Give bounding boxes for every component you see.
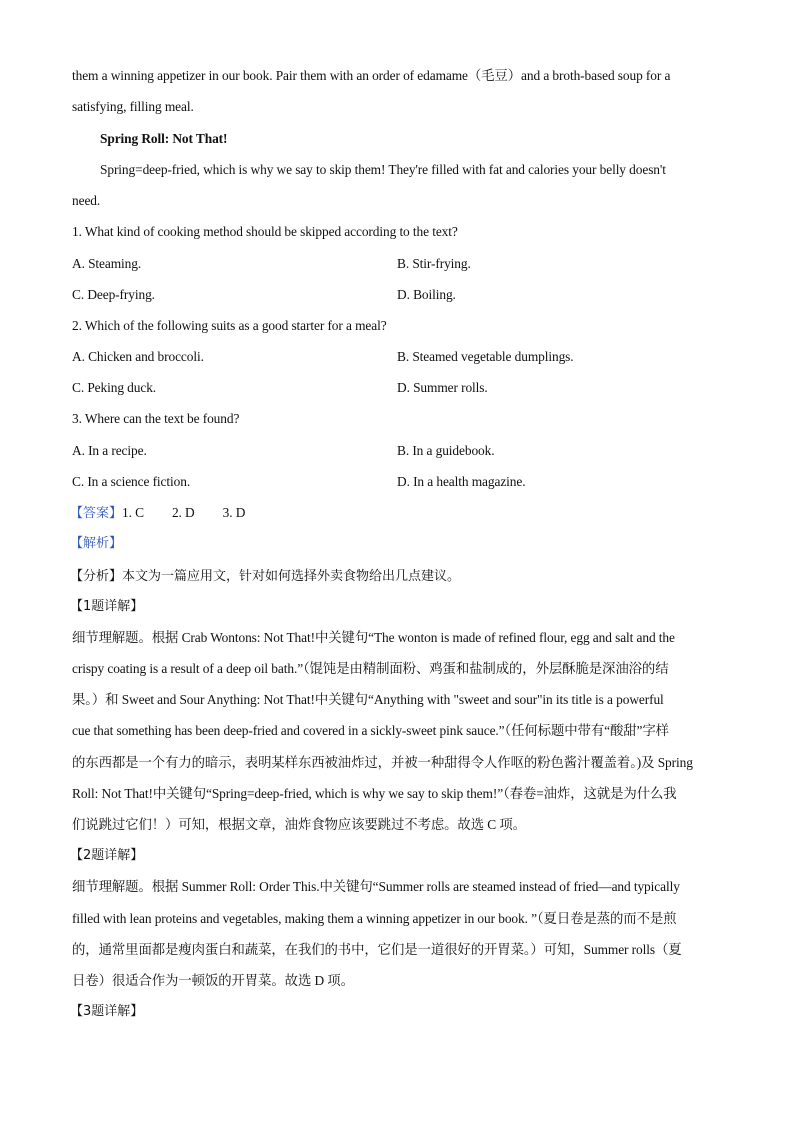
answer-item: 2. D [171, 505, 195, 520]
option-b: B. Steamed vegetable dumplings. [397, 349, 574, 364]
passage-line: them a winning appetizer in our book. Pair them with an order of edamame（毛豆）and a broth-based soup for a [72, 68, 671, 83]
summary-label: 【分析】 [70, 569, 123, 584]
summary-line [70, 567, 460, 586]
summary-text: 本文为一篇应用文，针对如何选择外卖食物给出几点建议。 [122, 569, 461, 584]
answer-label: 【答案】 [70, 506, 123, 521]
option-c: C. Deep-frying. [72, 287, 155, 302]
option-a: A. Steaming. [72, 256, 142, 271]
option-b: B. Stir-frying. [397, 256, 471, 271]
question-stem: 2. Which of the following suits as a good starter for a meal? [72, 318, 387, 333]
answer-item: 1. C [122, 505, 144, 520]
answer-line [70, 504, 273, 523]
question-stem: 3. Where can the text be found? [72, 411, 240, 426]
option-b: B. In a guidebook. [397, 443, 495, 458]
option-a: A. Chicken and broccoli. [72, 349, 204, 364]
q1-detail-line: 细节理解题。根据 Crab Wontons: Not That!中关键句“The wonton is made of refined flour, egg and salt and the [72, 630, 675, 645]
section-heading: Spring Roll: Not That! [100, 131, 228, 146]
option-d: D. In a health magazine. [397, 474, 526, 489]
q2-detail-line: 细节理解题。根据 Summer Roll: Order This.中关键句“Summer rolls are steamed instead of fried—and typically [72, 879, 680, 894]
option-a: A. In a recipe. [72, 443, 147, 458]
passage-line: need. [72, 193, 101, 208]
q2-detail-line: 日卷）很适合作为一顿饭的开胃菜。故选 D 项。 [72, 973, 354, 988]
option-c: C. In a science fiction. [72, 474, 191, 489]
analysis-label: 【解析】 [70, 536, 123, 551]
question-stem: 1. What kind of cooking method should be skipped according to the text? [72, 224, 458, 239]
q1-detail-label: 【1题详解】 [70, 599, 144, 614]
q1-detail-line: 们说跳过它们！）可知，根据文章，油炸食物应该要跳过不考虑。故选 C 项。 [72, 817, 526, 832]
option-d: D. Boiling. [397, 287, 456, 302]
q1-detail-line: crispy coating is a result of a deep oil bath.”（馄饨是由精制面粉、鸡蛋和盐制成的，外层酥脆是深油浴的结 [72, 661, 669, 676]
q1-detail-line: cue that something has been deep-fried and covered in a sickly-sweet pink sauce.”（任何标题中带有“酸甜”字样 [72, 723, 669, 738]
passage-line: Spring=deep-fried, which is why we say to skip them! They're filled with fat and calories your belly doesn't [100, 162, 666, 177]
q3-detail-label: 【3题详解】 [70, 1004, 144, 1019]
q2-detail-label: 【2题详解】 [70, 848, 144, 863]
passage-line: satisfying, filling meal. [72, 99, 194, 114]
q2-detail-line: 的，通常里面都是瘦肉蛋白和蔬菜，在我们的书中，它们是一道很好的开胃菜。）可知，Summer rolls（夏 [72, 942, 682, 957]
option-d: D. Summer rolls. [397, 380, 488, 395]
q1-detail-line: 的东西都是一个有力的暗示，表明某样东西被油炸过，并被一种甜得令人作呕的粉色酱汁覆盖着。)及 Spring [72, 755, 693, 770]
q2-detail-line: filled with lean proteins and vegetables, making them a winning appetizer in our book. ”（夏日卷是蒸的而不是煎 [72, 911, 677, 926]
answer-item: 3. D [222, 505, 246, 520]
q1-detail-line: Roll: Not That!中关键句“Spring=deep-fried, which is why we say to skip them!”（春卷=油炸，这就是为什么我 [72, 786, 677, 801]
option-c: C. Peking duck. [72, 380, 157, 395]
q1-detail-line: 果。）和 Sweet and Sour Anything: Not That!中关键句“Anything with "sweet and sour"in its title is a powerful [72, 692, 664, 707]
